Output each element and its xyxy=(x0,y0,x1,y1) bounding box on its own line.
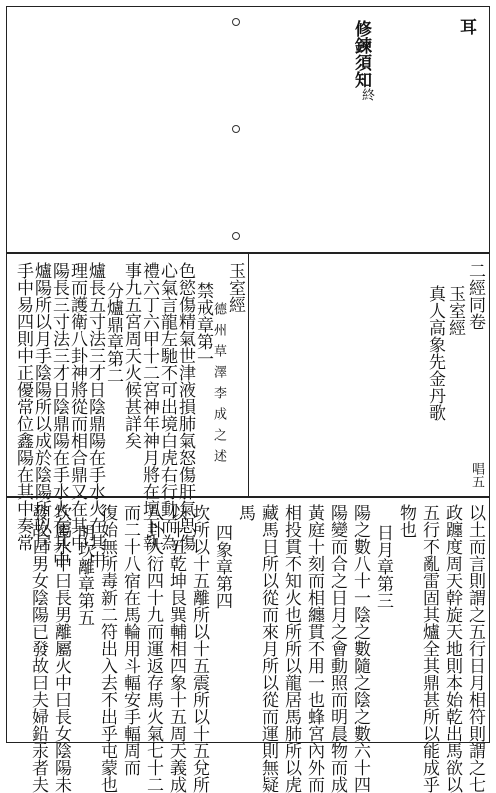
mid-left-col-1: 玉室經 xyxy=(225,262,245,313)
mid-left-col-7: 事九五宮周天火候甚詳矣 xyxy=(121,262,141,449)
bottom-col-10: 藏馬日所以從而來月所以從而運則無疑 xyxy=(258,504,278,793)
bottom-col-14: 以十五乾坤艮巽輔相四象十五周天義成 xyxy=(166,504,186,793)
bottom-col-20: 發故曰男女陰陽已發故曰夫婦鉛汞者夫 xyxy=(28,504,48,793)
bottom-col-9: 相投貫不知火也所所以龍居馬肺所以虎 xyxy=(281,504,301,793)
mid-left-col-3: 禁戒章第一 xyxy=(193,282,213,367)
mid-left-col-4: 色慾傷精氣世津液損肺氣怒傷肝氣思傷 xyxy=(175,262,195,551)
bottom-col-11: 馬 xyxy=(235,504,255,521)
bottom-col-6: 陽之數八十一陰之數隨之陰之數六十四 xyxy=(350,504,370,793)
bottom-col-18: 明坎離章第五 xyxy=(74,524,94,626)
bottom-col-5: 日月章第三 xyxy=(373,524,393,609)
binding-hole-top xyxy=(232,18,240,26)
mid-left-col-6: 禮六丁六甲十二宮神年神月將在壇下執 xyxy=(139,262,159,551)
page-number: 唱五 xyxy=(469,462,484,488)
mid-right-col-3: 真人高象先金丹歌 xyxy=(425,285,445,421)
mid-left-col-5: 心氣言龍左馳不可出境白虎右行動而為 xyxy=(157,262,177,551)
bottom-col-15: 八卦大衍四十九而運返存馬火氣七十二 xyxy=(143,504,163,793)
ear-label: 耳 xyxy=(456,18,476,35)
binding-hole-low xyxy=(232,232,240,240)
bottom-col-1: 以土而言則謂之五行日月相符則謂之七 xyxy=(465,504,485,793)
mid-left-col-12: 爐陽所以月手陰陽所以成於陰陽所以居 xyxy=(31,262,51,551)
mid-right-col-1: 二經同卷 xyxy=(465,262,485,330)
mid-left-col-9: 爐長五寸法三才日陰鼎陽在手水火在其中 xyxy=(85,262,105,568)
binding-hole-mid xyxy=(232,125,240,133)
mid-page-fold-line xyxy=(248,253,249,497)
mid-left-col-11: 陽長三寸法三才日陰鼎陽在手水火在其中 xyxy=(49,262,69,568)
bottom-col-7: 陽變而合之日月之會動照而明晨物而成 xyxy=(327,504,347,793)
mid-left-col-10: 理而護衛八卦神將從而相合鼎又在其中 xyxy=(67,262,87,551)
bottom-col-8: 黃庭十刻而相纏貫不用一也蜂宮內外而 xyxy=(304,504,324,793)
bottom-col-16: 而二十八宿在馬輪用斗輻安手輻周而 xyxy=(120,504,140,776)
bottom-col-13: 坎所以十五離所以十五震所以十五兌所 xyxy=(189,504,209,793)
bottom-col-17: 復始無所毒新二符出入去不出乎屯蒙也 xyxy=(97,504,117,793)
bottom-col-12: 四象章第四 xyxy=(212,524,232,609)
mid-left-col-8: 分爐鼎章第二 xyxy=(103,282,123,384)
bottom-col-2: 政躔度周天幹旋天地則本始乾出馬欲以 xyxy=(442,504,462,793)
bottom-col-4: 物也 xyxy=(396,504,416,538)
mid-left-col-13: 手中易四則中正優常位鑫陽在其中奏常 xyxy=(13,262,33,551)
mid-left-col-2: 德州草澤李成之述 xyxy=(211,302,226,470)
title-column: 修鍊須知 xyxy=(351,20,371,88)
bottom-col-3: 五行不亂雷固其爐全其鼎甚所以能成乎 xyxy=(419,504,439,793)
bottom-col-19: 坎屬水中曰長男離屬火中曰長女陰陽未 xyxy=(51,504,71,793)
top-page-frame xyxy=(6,6,490,253)
mid-right-col-2: 玉室經 xyxy=(445,285,465,336)
end-mark: 終 xyxy=(359,88,374,101)
